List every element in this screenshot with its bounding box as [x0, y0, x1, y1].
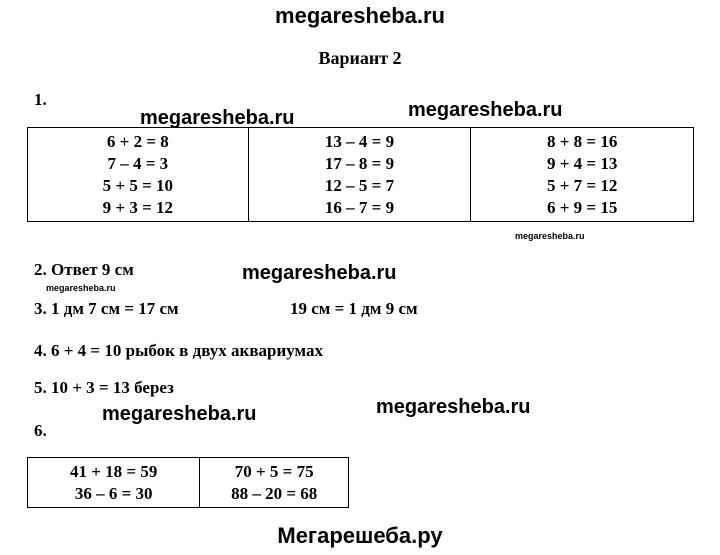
table-row	[28, 128, 694, 222]
task6-label: 6.	[34, 421, 47, 440]
table-cell	[248, 128, 471, 222]
table-row	[28, 458, 349, 508]
task1-label: 1.	[34, 90, 47, 109]
equation: 7 – 4 = 3	[107, 154, 169, 173]
equation: 9 + 4 = 13	[546, 154, 618, 173]
equation: 36 – 6 = 30	[74, 484, 153, 503]
equation: 5 + 7 = 12	[546, 176, 618, 195]
table-cell	[28, 458, 200, 508]
equation: 6 + 9 = 15	[546, 198, 618, 217]
task1-table	[27, 127, 694, 222]
task4-answer: 4. 6 + 4 = 10 рыбок в двух аквариумах	[34, 341, 324, 360]
watermark-4: megaresheba.ru	[242, 262, 397, 284]
watermark-2: megaresheba.ru	[408, 99, 563, 121]
task3-right: 19 см = 1 дм 9 см	[290, 299, 418, 318]
equation: 6 + 2 = 8	[106, 132, 169, 151]
watermark-6: megaresheba.ru	[102, 403, 257, 425]
equation: 88 – 20 = 68	[231, 484, 318, 503]
variant-title: Вариант 2	[318, 48, 402, 68]
equation: 41 + 18 = 59	[70, 462, 158, 481]
site-header: megaresheba.ru	[275, 3, 445, 28]
table-cell	[471, 128, 694, 222]
table-cell	[28, 128, 249, 222]
task5-answer: 5. 10 + 3 = 13 берез	[34, 378, 174, 397]
equation: 70 + 5 = 75	[234, 462, 314, 481]
equation: 16 – 7 = 9	[324, 198, 395, 217]
equation: 9 + 3 = 12	[102, 198, 174, 217]
equation: 13 – 4 = 9	[324, 132, 395, 151]
footer-brand: Мегарешеба.ру	[277, 523, 443, 548]
table-cell	[200, 458, 349, 508]
watermark-7: megaresheba.ru	[376, 396, 531, 418]
task6-table	[27, 457, 349, 508]
watermark-3: megaresheba.ru	[515, 231, 585, 241]
watermark-1: megaresheba.ru	[140, 107, 295, 129]
equation: 17 – 8 = 9	[324, 154, 395, 173]
task2-answer: 2. Ответ 9 см	[34, 260, 134, 279]
watermark-5: megaresheba.ru	[46, 283, 116, 293]
equation: 12 – 5 = 7	[324, 176, 395, 195]
equation: 5 + 5 = 10	[102, 176, 174, 195]
equation: 8 + 8 = 16	[546, 132, 618, 151]
task3-left: 3. 1 дм 7 см = 17 см	[34, 299, 179, 318]
